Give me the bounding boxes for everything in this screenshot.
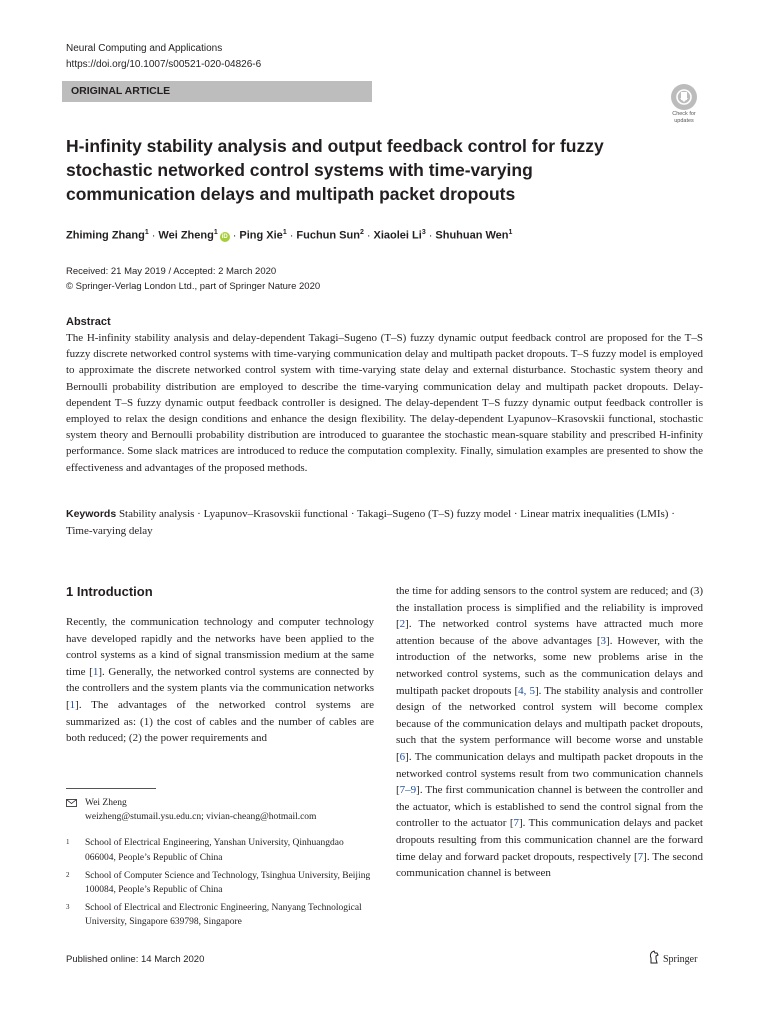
footnotes	[66, 796, 374, 934]
springer-horse-icon	[648, 950, 660, 970]
citation-link[interactable]: 1	[69, 698, 76, 711]
affiliation-item	[66, 869, 374, 897]
affiliation-mark: 1	[66, 838, 70, 847]
citation-link[interactable]: 6	[399, 750, 406, 763]
footnote-divider	[66, 788, 156, 789]
keywords-section	[66, 506, 703, 539]
title-line-2: stochastic networked control systems with time-varying	[66, 160, 533, 180]
author-name[interactable]: Shuhuan Wen	[435, 229, 509, 242]
body-text: ]. The advantages of the networked control systems are summarized as: (1) the cost of cables and the number of cables are both reduced; (2) the power requirements and	[66, 698, 374, 745]
doi-link[interactable]: https://doi.org/10.1007/s00521-020-04826-6	[66, 59, 262, 70]
author-list	[66, 225, 512, 244]
journal-header	[66, 41, 261, 73]
body-text: ]. The second communication channel is between	[396, 850, 703, 880]
abstract-heading: Abstract	[66, 316, 111, 328]
citation-link[interactable]: 4, 5	[518, 684, 535, 697]
check-for-updates-badge[interactable]	[666, 84, 702, 124]
affiliation-text: School of Computer Science and Technology, Tsinghua University, Beijing 100084, People’s Republic of China	[85, 870, 371, 896]
journal-name: Neural Computing and Applications	[66, 43, 223, 54]
body-text: ]. The networked control systems have attracted much more attention because of the above advantages [	[396, 618, 703, 647]
section-title: 1 Introduction	[66, 584, 153, 599]
author-separator: ·	[232, 229, 237, 242]
author-affiliation-mark: 2	[359, 229, 364, 236]
intro-right-column	[396, 583, 703, 882]
title-line-1: H-infinity stability analysis and output feedback control for fuzzy	[66, 136, 604, 156]
corresponding-name: Wei Zheng	[85, 798, 127, 808]
affiliation-item	[66, 901, 374, 929]
check-updates-icon	[671, 84, 697, 110]
orcid-icon[interactable]: iD	[221, 233, 228, 240]
citation-link[interactable]: 7–9	[399, 784, 417, 797]
affiliation-mark: 2	[66, 870, 70, 879]
citation-link[interactable]: 3	[600, 634, 607, 647]
author-name[interactable]: Wei Zheng	[158, 229, 214, 242]
copyright-line: © Springer-Verlag London Ltd., part of Springer Nature 2020	[66, 281, 321, 292]
paper-title	[66, 134, 666, 206]
article-type-band: ORIGINAL ARTICLE	[62, 81, 372, 102]
badge-label-2: updates	[674, 118, 694, 124]
body-text: ]. The communication delays and multipath packet dropouts in the networked control systems result from two communication channels [	[396, 750, 703, 797]
author-name[interactable]: Zhiming Zhang	[66, 229, 145, 242]
author-separator: ·	[289, 229, 294, 242]
citation-link[interactable]: 1	[92, 665, 99, 678]
affiliation-text: School of Electrical and Electronic Engineering, Nanyang Technological University, Singapore 639798, Singapore	[85, 903, 362, 928]
keywords-heading: Keywords	[66, 508, 117, 520]
author-separator: ·	[151, 229, 156, 242]
author-affiliation-mark: 1	[508, 229, 513, 236]
affiliation-text: School of Electrical Engineering, Yanshan University, Qinhuangdao 066004, People’s Republic of China	[85, 838, 344, 863]
title-line-3: communication delays and multipath packet dropouts	[66, 184, 516, 204]
body-text: ]. Generally, the networked control systems are connected by the controllers and the system plants via the communication networks [	[66, 665, 374, 711]
publisher-name: Springer	[663, 954, 698, 965]
author-separator: ·	[428, 229, 433, 242]
badge-label-1: Check for	[672, 111, 696, 117]
author-affiliation-mark: 1	[144, 229, 149, 236]
citation-link[interactable]: 2	[399, 618, 406, 631]
affiliation-mark: 3	[66, 903, 70, 912]
citation-link[interactable]: 7	[637, 850, 644, 863]
author-affiliation-mark: 3	[421, 229, 426, 236]
body-text: the time for adding sensors to the control system are reduced; and (3) the installation process is simplified and the reliability is improved [	[396, 585, 703, 631]
body-text: ]. However, with the introduction of the networks, some new problems arise in the networked control systems, such as the communication delays and multipath packet dropouts [	[396, 634, 703, 697]
author-affiliation-mark: 1	[213, 229, 218, 236]
intro-left-column	[66, 614, 374, 747]
body-text: ]. The stability analysis and controller design of the networked control system will become complex because of the communication delays and multipath packet dropouts, such that the system performance will become worse and unstable [	[396, 684, 704, 763]
received-accepted: Received: 21 May 2019 / Accepted: 2 March 2020	[66, 266, 277, 277]
citation-link[interactable]: 7	[513, 817, 520, 830]
author-name[interactable]: Ping Xie	[239, 229, 283, 242]
published-online: Published online: 14 March 2020	[66, 954, 205, 965]
keywords-text: Stability analysis · Lyapunov–Krasovskii functional · Takagi–Sugeno (T–S) fuzzy model · Linear matrix inequalities (LMIs) · Time-varying delay	[66, 508, 675, 537]
body-text: ]. The first communication channel is between the controller and the actuator, which is established to send the control signal from the controller to the actuator [	[396, 784, 703, 830]
email-link[interactable]: weizheng@stumail.ysu.edu.cn; vivian-cheang@hotmail.com	[85, 812, 317, 823]
author-name[interactable]: Xiaolei Li	[373, 229, 422, 242]
abstract-text: The H-infinity stability analysis and delay-dependent Takagi–Sugeno (T–S) fuzzy dynamic output feedback control are proposed for the T–S fuzzy discrete networked control systems with time-varying communication delay and multipath packet dropouts. T–S fuzzy model is employed to approximate the discrete networked control system with time-varying state delay and external disturbance. Stochastic system theory and Bernoulli probability distribution are employed to describe the time-varying communication delay and multipath packet dropouts. Delay-dependent T–S fuzzy dynamic output feedback controller is designed. The delay-dependent T–S fuzzy dynamic output feedback controller is employed to relax the design conditions and enhance the design flexibility. The delay-dependent Lyapunov–Krasovskii functional, stochastic system theory and Bernoulli probability distribution are introduced to guarantee the stochastic mean-square stability and prescribed H-infinity performance. Some slack matrices are introduced to reduce the computation complexity. Finally, simulation examples are presented to show the effectiveness and advantages of the proposed methods.	[66, 332, 703, 474]
author-affiliation-mark: 1	[282, 229, 287, 236]
publisher-logo	[648, 950, 697, 970]
corresponding-author	[66, 796, 374, 824]
article-dates	[66, 264, 320, 294]
author-name[interactable]: Fuchun Sun	[296, 229, 360, 242]
abstract-section	[66, 314, 703, 476]
body-text: ]. This communication delays and packet dropouts resulting from this communication channel are the forward time delay and forward packet dropouts, respectively [	[396, 817, 703, 863]
affiliation-item	[66, 836, 374, 864]
envelope-icon	[66, 796, 85, 824]
body-text: Recently, the communication technology and computer technology have developed rapidly and the networks have been applied to the control systems as a kind of signal transmission medium at the same time [	[66, 616, 374, 678]
author-separator: ·	[366, 229, 371, 242]
